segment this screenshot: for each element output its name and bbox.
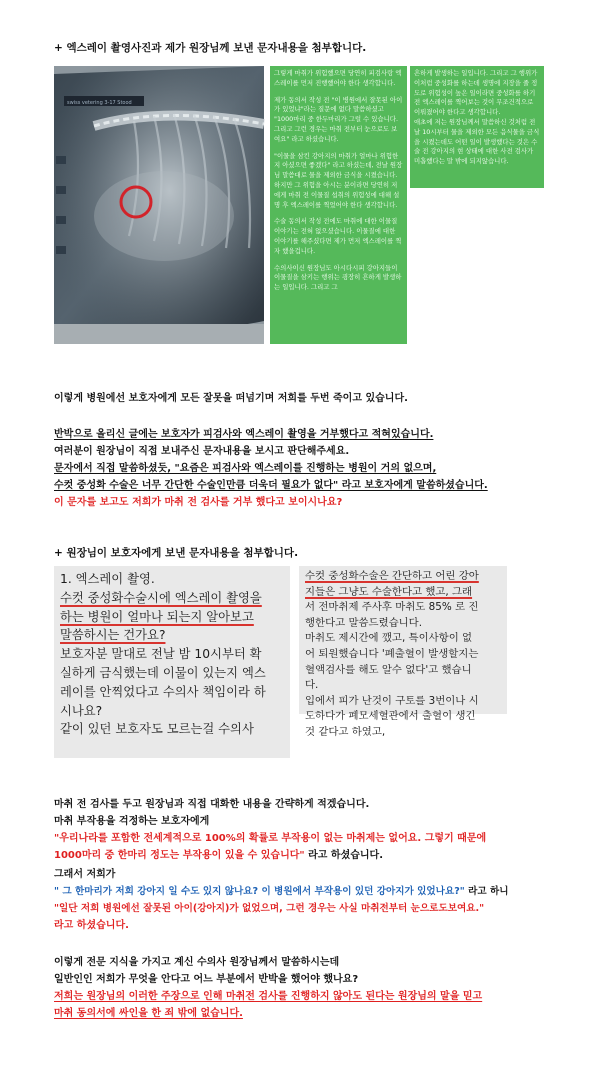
green-msg1-p3: "이물을 삼킨 강아지의 마취가 얼마나 위험한지 아셨으면 좋겠다" 라고 하셨는데, 전날 원장님 말씀대로 물을 제외한 금식을 시켰습니다. 하지만 그 위험을 아시는 분이라면 당연히 저에게 마취 전 이물질 섭취의 위험성에 대해 설명 후 엑스레이를 찍었어야 한다 생각합니다. xyxy=(274,151,403,209)
sms2-line: 혈액검사를 해도 알수 없다'고 했습니 xyxy=(305,663,472,676)
green-msg2-p1: 흔하게 발생하는 일입니다. 그리고 그 행위가 이처럼 중성화를 하는데 생명에 지장을 줄 정도로 위험성이 높은 일이라면 중성화를 하기 전 엑스레이를 찍어보는 것이 무조건적으로 이뤄졌어야 한다고 생각합니다. xyxy=(414,69,538,117)
sms-message-2 xyxy=(299,566,507,738)
para5 xyxy=(54,954,584,1022)
para2-line2: 여러분이 원장님이 직접 보내주신 문자내용을 보시고 판단해주세요. xyxy=(54,446,350,457)
sms1-line: 같이 있던 보호자도 모르는걸 수의사 xyxy=(60,722,254,737)
para2-line3: 문자에서 직접 말씀하셨듯, "요즘은 피검사와 엑스레이를 진행하는 병원이 거의 없으며, xyxy=(54,463,437,474)
para2-line4: 수컷 중성화 수술은 너무 간단한 수술인만큼 더욱더 필요가 없다" 라고 보호자에게 말씀하셨습니다. xyxy=(54,480,488,491)
para1: 이렇게 병원에선 보호자에게 모든 잘못을 떠넘기며 저희를 두번 죽이고 있습니다. xyxy=(54,393,408,404)
para4-line1: 그래서 저희가 xyxy=(54,869,116,880)
section2-heading: + 원장님이 보호자에게 보낸 문자내용을 첨부합니다. xyxy=(54,547,299,559)
para2 xyxy=(54,426,574,511)
para4-line4: 라고 하셨습니다. xyxy=(54,920,129,931)
sms2-line: 다. xyxy=(305,679,319,692)
sms2-line: 마취도 제시간에 깼고, 특이사항이 없 xyxy=(305,632,473,645)
para3-line4-quote: 1000마리 중 한마리 정도는 부작용이 있을 수 있습니다" xyxy=(54,850,305,861)
sms1-line: 시나요? xyxy=(60,703,103,718)
para5-line4: 마취 동의서에 싸인을 한 죄 밖에 없습니다. xyxy=(54,1008,243,1019)
sms2-line: 어 퇴원했습니다 '폐출혈이 발생할지는 xyxy=(305,647,479,660)
sms1-line: 수컷 중성화수술시에 엑스레이 촬영을 xyxy=(60,590,262,605)
xray-overlay-text: swiss vetering 3-17 Stood xyxy=(67,100,132,106)
para2-line1: 반박으로 올리신 글에는 보호자가 피검사와 엑스레이 촬영을 거부했다고 적혀있습니다. xyxy=(54,429,434,440)
green-message-2 xyxy=(410,66,544,188)
green-msg1-p4: 수술 동의서 작성 전에도 마취에 대한 이물질 이야기는 전혀 없으셨습니다. 이물질에 대한 이야기를 해주셨다면 제가 먼저 엑스레이를 찍자 했을겁니다. xyxy=(274,217,402,255)
sms1-line: 말씀하시는 건가요? xyxy=(60,628,166,643)
sms2-line: 도하다가 폐모세혈관에서 출혈이 생긴 xyxy=(305,710,476,723)
para3-line2: 마취 부작용을 걱정하는 보호자에게 xyxy=(54,816,210,827)
para5-line3: 저희는 원장님의 이러한 주장으로 인해 마취전 검사를 진행하지 않아도 된다는 원장님의 말을 믿고 xyxy=(54,991,483,1002)
para3-line4-rest: 라고 하셨습니다. xyxy=(304,850,384,861)
para3-line1: 마취 전 검사를 두고 원장님과 직접 대화한 내용을 간략하게 적겠습니다. xyxy=(54,799,370,810)
sms-message-1 xyxy=(54,566,290,758)
green-msg1-p5: 수의사이신 원장님도 아시다시피 강아지들이 이물질을 삼키는 행위는 굉장히 흔하게 발생하는 일입니다. 그리고 그 xyxy=(274,263,402,292)
para5-line1: 이렇게 전문 지식을 가지고 계신 수의사 원장님께서 말씀하시는데 xyxy=(54,957,340,968)
para5-line2: 일반인인 저희가 무엇을 안다고 어느 부분에서 반박을 했어야 했나요? xyxy=(54,974,359,985)
para3 xyxy=(54,796,584,864)
sms2-line: 것 같다고 하였고, xyxy=(305,725,386,738)
sms1-line: 실하게 금식했는데 이물이 있는지 엑스 xyxy=(60,665,266,680)
sms2-line: 행한다고 말씀드렸습니다. xyxy=(305,616,423,629)
para4 xyxy=(54,866,589,934)
sms2-line: 서 전마취제 주사후 마취도 85% 로 진 xyxy=(305,601,479,614)
para3-line4 xyxy=(54,847,584,864)
section1-heading: + 엑스레이 촬영사진과 제가 원장님께 보낸 문자내용을 첨부합니다. xyxy=(54,42,367,54)
xray-image xyxy=(54,66,264,344)
para3-line3: "우리나라를 포함한 전세계적으로 100%의 확률로 부작용이 없는 마취제는 없어요. 그렇기 때문에 xyxy=(54,833,487,844)
para2-line5: 이 문자를 보고도 저희가 마취 전 검사를 거부 했다고 보이시나요? xyxy=(54,497,343,508)
sms1-line: 1. 엑스레이 촬영. xyxy=(60,572,155,586)
sms2-line: 입에서 피가 난것이 구토를 3번이나 시 xyxy=(305,694,479,707)
sms2-line: 지들은 그냥도 수술한다고 했고, 그래 xyxy=(305,585,473,598)
sms1-line: 하는 병원이 얼마나 되는지 알아보고 xyxy=(60,609,254,624)
sms1-line: 레이를 안찍었다고 수의사 책임이라 하 xyxy=(60,684,266,699)
green-message-1 xyxy=(270,66,407,344)
para4-line2-quote: " 그 한마리가 저희 강아지 일 수도 있지 않나요? 이 병원에서 부작용이 있던 강아지가 있었나요?" xyxy=(54,886,465,897)
sms2-line: 수컷 중성화수술은 간단하고 어린 강아 xyxy=(305,570,479,582)
para4-line2 xyxy=(54,883,589,900)
xray-photo xyxy=(54,66,264,344)
para4-line2-rest: 라고 하니 xyxy=(464,886,509,897)
sms1-line: 보호자분 말대로 전날 밤 10시부터 확 xyxy=(60,647,262,662)
green-msg1-p1: 그렇게 마취가 위험했으면 당연히 피검사랑 엑스레이를 먼저 진행했어야 한다 생각합니다. xyxy=(274,69,402,87)
green-msg1-p2: 제가 동의서 작성 전 "이 병원에서 잘못된 아이가 있었냐"라는 질문에 없다 말씀하셨고 "1000마리 중 한두마리가 그럴 수 있습니다. 그리고 그런 경우는 마취 전부터 눈으로도 보여요" 라고 하셨습니다. xyxy=(274,95,403,143)
para4-line3: "일단 저희 병원에선 잘못된 아이(강아지)가 없었으며, 그런 경우는 사실 마취전부터 눈으로도보여요." xyxy=(54,903,485,914)
green-msg2-p2: 애초에 저는 원장님께서 말씀하신 것처럼 전날 10시부터 물을 제외한 모든 음식물을 금식을 시켰는데도 어떤 일이 발생했다는 것은 수술 전 강아지의 현 상태에 대한 사전 검사가 미흡했다는 말 밖에 되지않습니다. xyxy=(414,117,540,166)
